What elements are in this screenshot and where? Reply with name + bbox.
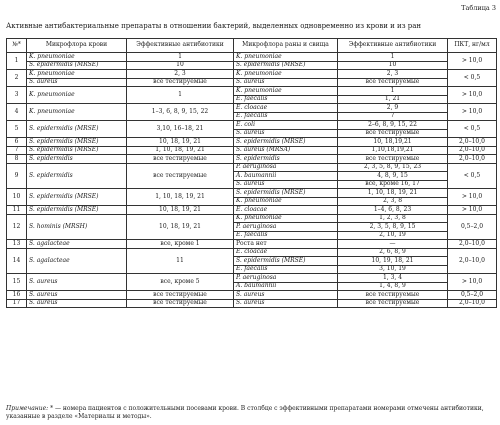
pkt-value: < 0,5 — [448, 70, 497, 87]
blood-organism: S. epidermidis (MRSE) — [27, 206, 127, 215]
patient-number: 6 — [7, 138, 27, 147]
table-body — [7, 53, 497, 308]
wound-organism: E. cloacae — [234, 206, 338, 215]
wound-antibiotics: все тестируемые — [338, 78, 448, 87]
wound-organism: S. epidermidis (MRSE) — [234, 189, 338, 198]
wound-organism: P. aeruginosa — [234, 163, 338, 172]
wound-antibiotics: 2, 9 — [338, 104, 448, 113]
table-row — [7, 291, 497, 300]
wound-organism: E. faecalis — [234, 95, 338, 104]
patient-number: 13 — [7, 240, 27, 249]
wound-organism: S. aureus — [234, 291, 338, 300]
blood-antibiotics: все тестируемые — [127, 163, 234, 189]
blood-organism: S. epidermidis (MRSE) — [27, 146, 127, 155]
wound-antibiotics: 1 — [338, 53, 448, 62]
pkt-value: > 10,0 — [448, 53, 497, 70]
blood-organism: K. pneumoniae — [27, 87, 127, 104]
patient-number: 2 — [7, 70, 27, 87]
wound-organism: E. cloacae — [234, 248, 338, 257]
wound-antibiotics: 7 — [338, 112, 448, 121]
wound-antibiotics: 1, 3, 4 — [338, 274, 448, 283]
patient-number: 7 — [7, 146, 27, 155]
blood-antibiotics: 10, 18, 19, 21 — [127, 206, 234, 215]
wound-organism: E. faecalis — [234, 112, 338, 121]
wound-antibiotics: все тестируемые — [338, 291, 448, 300]
header-num: №* — [7, 39, 27, 53]
pkt-value: < 0,5 — [448, 121, 497, 138]
table-row — [7, 146, 497, 155]
patient-number: 14 — [7, 248, 27, 274]
blood-antibiotics: 1, 10, 18, 19, 21 — [127, 146, 234, 155]
blood-antibiotics: все тестируемые — [127, 299, 234, 308]
wound-antibiotics: все тестируемые — [338, 155, 448, 164]
wound-organism: S. epidermidis (MRSE) — [234, 61, 338, 70]
table-row — [7, 87, 497, 96]
blood-antibiotics: 10 — [127, 61, 234, 70]
table-row — [7, 70, 497, 79]
wound-organism: S. epidermidis — [234, 155, 338, 164]
wound-antibiotics: 1 — [338, 87, 448, 96]
pkt-value: > 10,0 — [448, 104, 497, 121]
wound-antibiotics: 1, 10, 18, 19, 21 — [338, 189, 448, 198]
header-blood-antibiotics: Эффективные антибиотики — [127, 39, 234, 53]
blood-organism: K. pneumoniae — [27, 53, 127, 62]
patient-number: 1 — [7, 53, 27, 70]
pkt-value: 2,0–10,0 — [448, 155, 497, 164]
wound-organism: E. faecalis — [234, 231, 338, 240]
blood-antibiotics: 11 — [127, 248, 234, 274]
wound-organism: K. pneumoniae — [234, 53, 338, 62]
wound-organism: S. aureus — [234, 129, 338, 138]
wound-antibiotics: 1,10,18,19,21 — [338, 146, 448, 155]
table-row — [7, 248, 497, 257]
header-blood-flora: Микрофлора крови — [27, 39, 127, 53]
wound-organism: E. faecalis — [234, 265, 338, 274]
blood-organism: S. epidermidis (MRSE) — [27, 61, 127, 70]
pkt-value: 0,5–2,0 — [448, 291, 497, 300]
blood-antibiotics: 1–3, 6, 8, 9, 15, 22 — [127, 104, 234, 121]
blood-antibiotics: 2, 3 — [127, 70, 234, 79]
table-row — [7, 299, 497, 308]
wound-organism: K. pneumoniae — [234, 87, 338, 96]
wound-antibiotics: 3, 10, 19 — [338, 265, 448, 274]
patient-number: 5 — [7, 121, 27, 138]
wound-antibiotics: 1, 21 — [338, 95, 448, 104]
wound-antibiotics: 2, 3, 8 — [338, 197, 448, 206]
blood-organism: S. epidermidis (MRSE) — [27, 138, 127, 147]
wound-organism: S. epidermidis (MRSE) — [234, 257, 338, 266]
table-row — [7, 53, 497, 62]
patient-number: 10 — [7, 189, 27, 206]
patient-number: 17 — [7, 299, 27, 308]
wound-antibiotics: — — [338, 240, 448, 249]
table-row — [7, 138, 497, 147]
table-header-row — [7, 39, 497, 53]
pkt-value: > 10,0 — [448, 206, 497, 215]
wound-antibiotics: 2, 6, 8, 9 — [338, 248, 448, 257]
patient-number: 15 — [7, 274, 27, 291]
table-row — [7, 206, 497, 215]
wound-antibiotics: 10 — [338, 61, 448, 70]
pkt-value: > 10,0 — [448, 87, 497, 104]
wound-organism: S. aureus — [234, 180, 338, 189]
table-note — [6, 405, 494, 420]
table-row — [7, 104, 497, 113]
pkt-value: 2,0–10,0 — [448, 240, 497, 249]
blood-organism: S. epidermidis (MRSE) — [27, 121, 127, 138]
wound-organism: P. aeruginosa — [234, 223, 338, 232]
wound-organism: S. aureus (MRSA) — [234, 146, 338, 155]
blood-antibiotics: все тестируемые — [127, 78, 234, 87]
wound-antibiotics: 2, 3 — [338, 70, 448, 79]
patient-number: 4 — [7, 104, 27, 121]
table-row — [7, 274, 497, 283]
wound-organism: S. aureus — [234, 78, 338, 87]
blood-antibiotics: все тестируемые — [127, 291, 234, 300]
blood-antibiotics: все, кроме 1 — [127, 240, 234, 249]
blood-organism: S. aureus — [27, 291, 127, 300]
blood-organism: S. aureus — [27, 78, 127, 87]
pkt-value: > 10,0 — [448, 189, 497, 206]
blood-organism: K. pneumoniae — [27, 104, 127, 121]
table-caption: Активные антибактериальные препараты в отношении бактерий, выделенных одновременно из крови и из ран — [6, 22, 422, 30]
table-row — [7, 214, 497, 223]
antibiotics-table — [6, 38, 497, 308]
patient-number: 3 — [7, 87, 27, 104]
blood-organism: S. aureus — [27, 299, 127, 308]
wound-organism: P. aeruginosa — [234, 274, 338, 283]
table-row — [7, 240, 497, 249]
patient-number: 12 — [7, 214, 27, 240]
blood-antibiotics: 1 — [127, 87, 234, 104]
wound-organism: S. aureus — [234, 299, 338, 308]
wound-antibiotics: 1–4, 6, 8, 23 — [338, 206, 448, 215]
table-label: Таблица 3 — [461, 4, 496, 12]
wound-organism: K. pneumoniae — [234, 197, 338, 206]
blood-antibiotics: все, кроме 5 — [127, 274, 234, 291]
wound-antibiotics: 10, 18,19,21 — [338, 138, 448, 147]
blood-organism: S. agalacteae — [27, 248, 127, 274]
patient-number: 8 — [7, 155, 27, 164]
table-row — [7, 155, 497, 164]
header-wound-antibiotics: Эффективные антибиотики — [338, 39, 448, 53]
blood-organism: S. aureus — [27, 274, 127, 291]
wound-antibiotics: все тестируемые — [338, 129, 448, 138]
wound-organism: K. pneumoniae — [234, 214, 338, 223]
blood-antibiotics: 10, 18, 19, 21 — [127, 214, 234, 240]
blood-organism: S. epidermidis (MRSE) — [27, 189, 127, 206]
blood-antibiotics: 1 — [127, 53, 234, 62]
wound-antibiotics: 1, 4, 8, 9 — [338, 282, 448, 291]
patient-number: 16 — [7, 291, 27, 300]
blood-organism: K. pneumoniae — [27, 70, 127, 79]
blood-organism: S. epidermidis — [27, 163, 127, 189]
note-label: Примечание: — [6, 405, 49, 412]
wound-organism: A. baumannii — [234, 282, 338, 291]
wound-organism: E. cloacae — [234, 104, 338, 113]
pkt-value: 2,0–10,0 — [448, 146, 497, 155]
wound-antibiotics: все, кроме 16, 17 — [338, 180, 448, 189]
pkt-value: 2,0–10,0 — [448, 138, 497, 147]
blood-antibiotics: 10, 18, 19, 21 — [127, 138, 234, 147]
patient-number: 9 — [7, 163, 27, 189]
note-text: * — номера пациентов с положительными посевами крови. В столбце с эффективными препаратами номерами отмечены антибиотики, указанные в разделе «Материалы и методы». — [6, 405, 484, 420]
table-row — [7, 121, 497, 130]
blood-organism: S. hominis (MRSH) — [27, 214, 127, 240]
wound-organism: A. baumannii — [234, 172, 338, 181]
wound-antibiotics: 10, 19, 18, 21 — [338, 257, 448, 266]
blood-antibiotics: все тестируемые — [127, 155, 234, 164]
blood-organism: S. agalacteae — [27, 240, 127, 249]
table-row — [7, 189, 497, 198]
blood-antibiotics: 1, 10, 18, 19, 21 — [127, 189, 234, 206]
table-row — [7, 163, 497, 172]
header-wound-flora: Микрофлора раны и свища — [234, 39, 338, 53]
blood-antibiotics: 3,10, 16–18, 21 — [127, 121, 234, 138]
wound-antibiotics: 2, 3, 5, 8, 9, 15 — [338, 223, 448, 232]
pkt-value: 0,5–2,0 — [448, 214, 497, 240]
wound-organism: S. epidermidis (MRSE) — [234, 138, 338, 147]
wound-organism: E. coli — [234, 121, 338, 130]
wound-organism: K. pneumoniae — [234, 70, 338, 79]
patient-number: 11 — [7, 206, 27, 215]
wound-antibiotics: все тестируемые — [338, 299, 448, 308]
pkt-value: 2,0–10,0 — [448, 248, 497, 274]
header-pkt: ПКТ, нг/мл — [448, 39, 497, 53]
wound-antibiotics: 4, 8, 9, 15 — [338, 172, 448, 181]
wound-organism: Роста нет — [234, 240, 338, 249]
pkt-value: > 10,0 — [448, 274, 497, 291]
wound-antibiotics: 2, 3, 5, 8, 9, 15, 23 — [338, 163, 448, 172]
table-row — [7, 61, 497, 70]
pkt-value: < 0,5 — [448, 163, 497, 189]
wound-antibiotics: 2–6, 8, 9, 15, 22 — [338, 121, 448, 130]
wound-antibiotics: 2, 10, 19 — [338, 231, 448, 240]
wound-antibiotics: 1, 2, 3, 8 — [338, 214, 448, 223]
pkt-value: 2,0–10,0 — [448, 299, 497, 308]
table-row — [7, 78, 497, 87]
blood-organism: S. epidermidis — [27, 155, 127, 164]
